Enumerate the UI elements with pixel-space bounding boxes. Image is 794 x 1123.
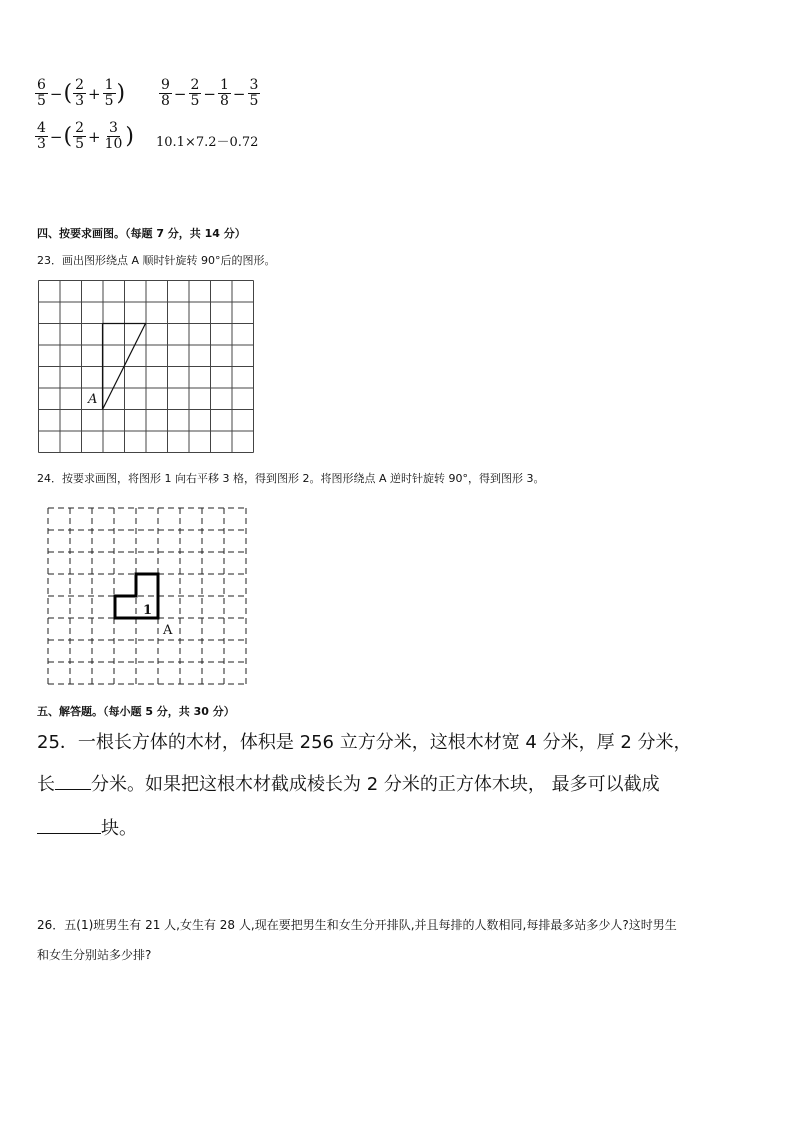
question-25-line-3: 块。 [37, 817, 137, 839]
question-24-text: 24．按要求画图，将图形 1 向右平移 3 格，得到图形 2。将图形绕点 A 逆时针旋转 90°，得到图形 3。 [37, 472, 545, 485]
section-4-heading: 四、按要求画图。（每题 7 分，共 14 分） [37, 227, 246, 240]
question-25-line-2: 长 分米。如果把这根木材截成棱长为 2 分米的正方体木块， 最多可以截成 [37, 774, 660, 795]
fraction: $\frac{3}{10}$ [104, 120, 123, 152]
fraction: $\frac{1}{5}$ [104, 77, 114, 109]
question-25-line-1: 25．一根长方体的木材，体积是 256 立方分米，这根木材宽 4 分米，厚 2 分米， [37, 732, 692, 753]
answer-blank-count[interactable] [37, 817, 101, 834]
fraction: $\frac{2}{3}$ [75, 77, 85, 109]
fraction: $\frac{1}{8}$ [220, 77, 229, 109]
rotation-grid [38, 280, 254, 453]
translation-grid [46, 506, 251, 688]
answer-blank-length[interactable] [55, 773, 91, 790]
expression-3: $\frac{4}{3}$ −( $\frac{2}{5}$ + $\frac{3}{10}$ ) [37, 120, 135, 152]
expression-4: 10.1×7.2－0.72 [156, 135, 259, 150]
point-a-label: A [163, 623, 173, 638]
expression-1: $\frac{6}{5}$ −( $\frac{2}{3}$ + $\frac{1}{5}$ ) [37, 77, 126, 109]
question-26-line-1: 26．五(1)班男生有 21 人,女生有 28 人,现在要把男生和女生分开排队,并且每排的人数相同,每排最多站多少人?这时男生 [37, 918, 677, 932]
point-a-label: A [88, 392, 98, 407]
fraction: $\frac{2}{5}$ [75, 120, 85, 152]
question-26-line-2: 和女生分别站多少排? [37, 948, 152, 962]
figure-1-label: 1 [143, 603, 153, 618]
fraction: $\frac{2}{5}$ [190, 77, 200, 109]
fraction: $\frac{6}{5}$ [37, 77, 46, 109]
fraction: $\frac{4}{3}$ [37, 120, 46, 152]
fraction: $\frac{3}{5}$ [249, 77, 259, 109]
fraction: $\frac{9}{8}$ [161, 77, 170, 109]
section-5-heading: 五、解答题。（每小题 5 分，共 30 分） [37, 705, 235, 718]
expression-2: $\frac{9}{8}$ − $\frac{2}{5}$ − $\frac{1}{8}$ − $\frac{3}{5}$ [161, 77, 259, 109]
question-23-text: 23．画出图形绕点 A 顺时针旋转 90°后的图形。 [37, 254, 276, 267]
